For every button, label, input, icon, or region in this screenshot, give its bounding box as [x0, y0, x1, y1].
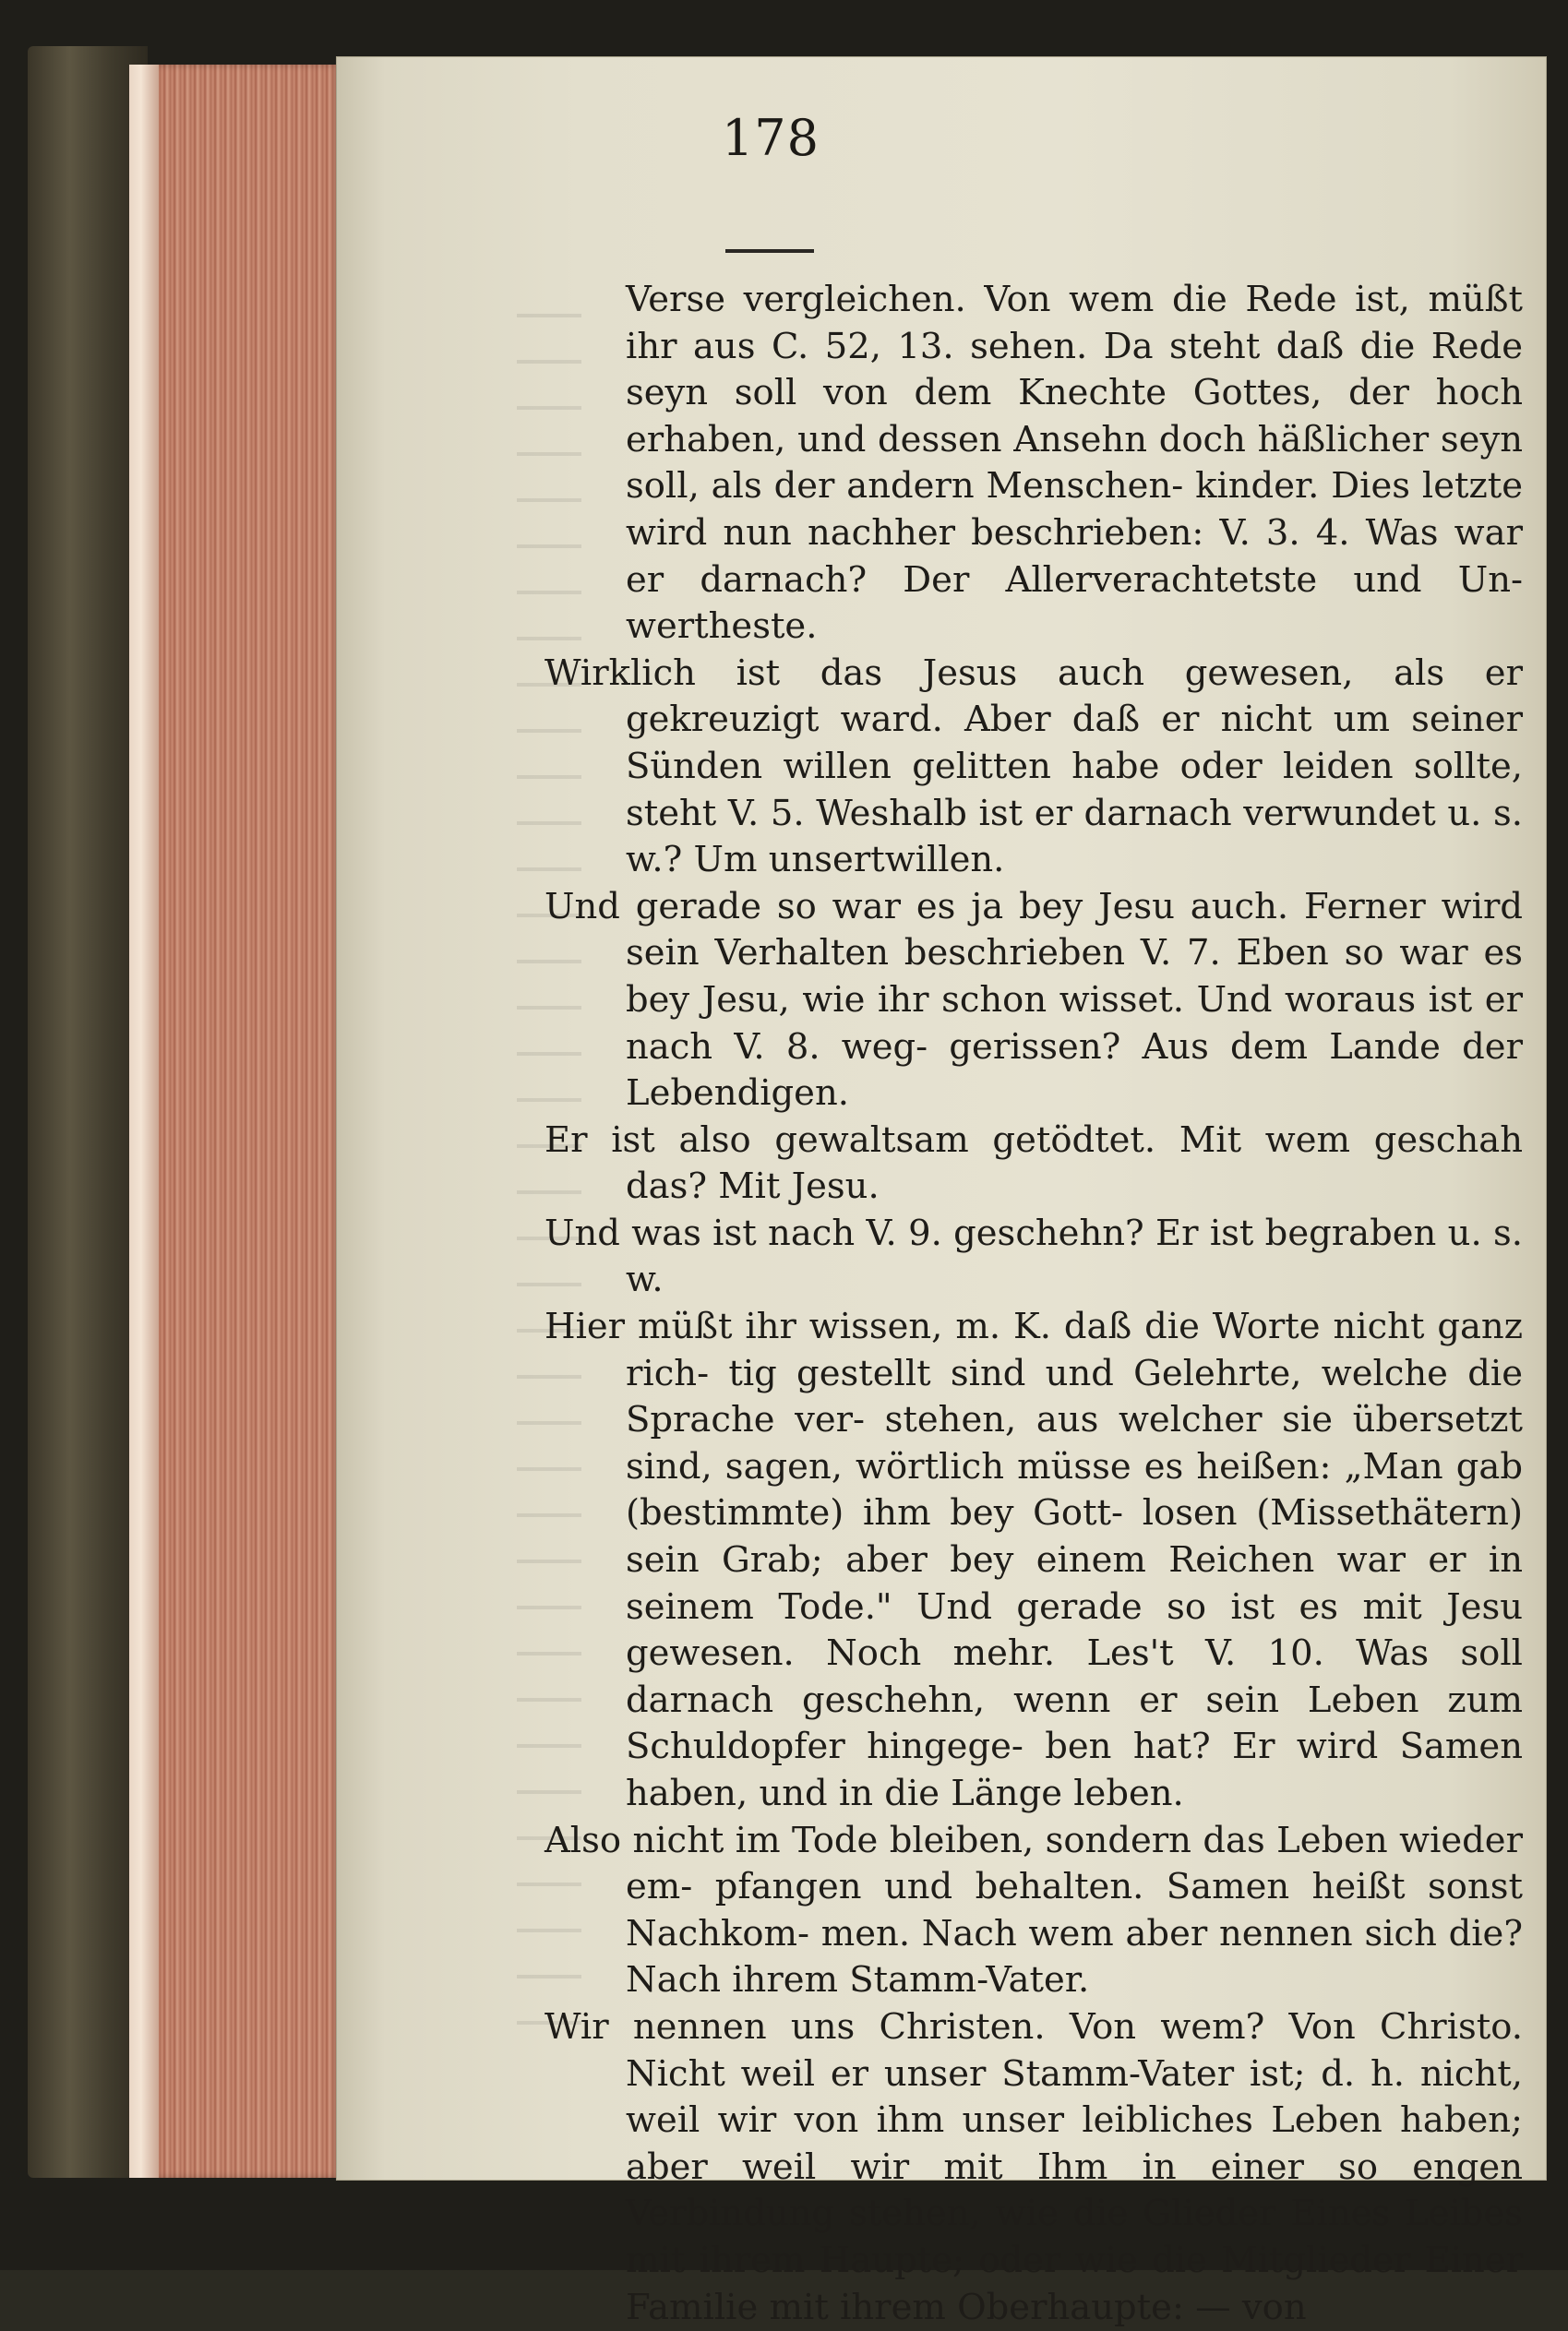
paragraph: Wirklich ist das Jesus auch gewesen, als er gekreuzigt ward. Aber daß er nicht um seiner Sünden willen gelitten habe oder leiden sollte, steht V. 5. Weshalb ist er darnach verwundet u. s. w.? Um unsertwillen.: [545, 651, 1523, 881]
page-edges: [129, 65, 341, 2178]
paragraph: Und gerade so war es ja bey Jesu auch. Ferner wird sein Verhalten beschrieben V. 7. Eben so war es bey Jesu, wie ihr schon wisset. Und woraus ist er nach V. 8. weg- gerissen? Aus dem Lande der Lebendigen.: [545, 885, 1523, 1115]
paragraph: Verse vergleichen. Von wem die Rede ist, müßt ihr aus C. 52, 13. sehen. Da steht daß die Rede seyn soll von dem Knechte Gottes, der hoch erhaben, und dessen Ansehn doch häßlicher seyn soll, als der andern Menschen- kinder. Dies letzte wird nun nachher beschrieben: V. 3. 4. Was war er darnach? Der Allerverachtetste und Un- wertheste.: [626, 279, 1523, 648]
paragraph: Wir nennen uns Christen. Von wem? Von Christo. Nicht weil er unser Stamm-Vater ist; d. h. nicht, weil wir von ihm unser leibliches Leben haben; aber weil wir mit Ihm in einer so engen Verbindung stehen, wie die Glieder Eines Leibes mit ihrem Haupte; oder wie die Mitglieder Einer Familie mit ihrem Oberhaupte: — von: [545, 2005, 1523, 2328]
page-number: 178: [721, 109, 820, 167]
paragraph: Er ist also gewaltsam getödtet. Mit wem geschah das? Mit Jesu.: [545, 1118, 1523, 1208]
header-rule: [725, 249, 814, 253]
paragraph: Hier müßt ihr wissen, m. K. daß die Worte nicht ganz rich- tig gestellt sind und Gelehrte, welche die Sprache ver- stehen, aus welcher sie übersetzt sind, sagen, wörtlich müsse es heißen: „Man gab (bestimmte) ihm bey Gott- losen (Missethätern) sein Grab; aber bey einem Reichen war er in seinem Tode." Und gerade so ist es mit Jesu gewesen. Noch mehr. Les't V. 10. Was soll darnach geschehn, wenn er sein Leben zum Schuldopfer hingege- ben hat? Er wird Samen haben, und in die Länge leben.: [545, 1306, 1523, 1814]
paragraph: Und was ist nach V. 9. geschehn? Er ist begraben u. s. w.: [545, 1212, 1523, 1301]
body-text: [545, 277, 1523, 2331]
paragraph: Also nicht im Tode bleiben, sondern das Leben wieder em- pfangen und behalten. Samen heißt sonst Nachkom- men. Nach wem aber nennen sich die? Nach ihrem Stamm-Vater.: [545, 1819, 1523, 2002]
